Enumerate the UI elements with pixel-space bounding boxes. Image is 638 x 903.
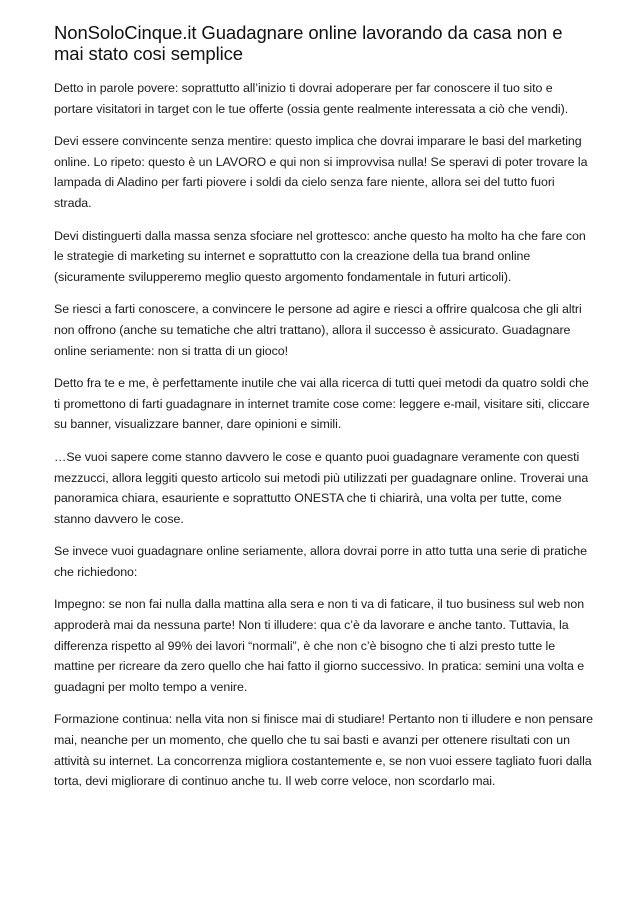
- paragraph-commitment: Impegno: se non fai nulla dalla mattina alla sera e non ti va di faticare, il tuo business sul web non approderà mai da nessuna parte! Non ti illudere: qua c’è da lavorare e anche tanto. Tuttavia, la differenza rispetto al 99% dei lavori “normali”, è che non c’è bisogno che ti alzi presto tutte le mattine per ricreare da zero quello che hai fatto il giorno successivo. In pratica: semini una volta e guadagni per molto tempo a venire.: [54, 597, 585, 694]
- paragraph-article-reference: …Se vuoi sapere come stanno davvero le cose e quanto puoi guadagnare veramente con questi mezzucci, allora leggiti questo articolo sui metodi più utilizzati per guadagnare online. Troverai una panoramica chiara, esauriente e soprattutto ONESTA che ti chiarirà, una volta per tutte, come stanno davvero le cose.: [54, 449, 589, 526]
- paragraph-practices: Se invece vuoi guadagnare online seriamente, allora dovrai porre in atto tutta una serie di pratiche che richiedono:: [54, 544, 587, 579]
- paragraph-convincing: Devi essere convincente senza mentire: questo implica che dovrai imparare le basi del marketing online. Lo ripeto: questo è un LAVORO e qui non si improvvisa nulla! Se speravi di poter trovare la lampada di Aladino per farti piovere i soldi da cielo senza fare niente, allora sei del tutto fuori strada.: [54, 134, 588, 210]
- paragraph-distinguish: Devi distinguerti dalla massa senza sfociare nel grottesco: anche questo ha molto ha che fare con le strategie di marketing su internet e soprattutto con la creazione della tua brand online (sicuramente svilupperemo meglio questo argomento fondamentale in futuri articoli).: [54, 228, 586, 284]
- paragraph-continuous-training: Formazione continua: nella vita non si finisce mai di studiare! Pertanto non ti illudere e non pensare mai, neanche per un momento, che quello che tu sai basti e avanzi per ottenere risultati con un attività su internet. La concorrenza migliora costantemente e, se non vuoi essere tagliato fuori dalla torta, devi migliorare di continuo anche tu. Il web corre veloce, non scordarlo mai.: [54, 712, 594, 789]
- paragraph-useless-methods: Detto fra te e me, è perfettamente inutile che vai alla ricerca di tutti quei metodi da quatro soldi che ti promettono di farti guadagnare in internet tramite cose come: leggere e-mail, visitare siti, cliccare su banner, visualizzare banner, dare opinioni e simili.: [54, 376, 590, 432]
- document-title: NonSoloCinque.it Guadagnare online lavorando da casa non e mai stato cosi semplice: [54, 22, 563, 64]
- paragraph-intro-visitors: Detto in parole povere: soprattutto all’inizio ti dovrai adoperare per far conoscere il tuo sito e portare visitatori in target con le tue offerte (ossia gente realmente interessata a ciò che vendi).: [54, 81, 569, 116]
- document-page: [54, 22, 594, 804]
- paragraph-success: Se riesci a farti conoscere, a convincere le persone ad agire e riesci a offrire qualcosa che gli altri non offrono (anche su tematiche che altri trattano), allora il successo è assicurato. Guadagnare online seriamente: non si tratta di un gioco!: [54, 302, 582, 358]
